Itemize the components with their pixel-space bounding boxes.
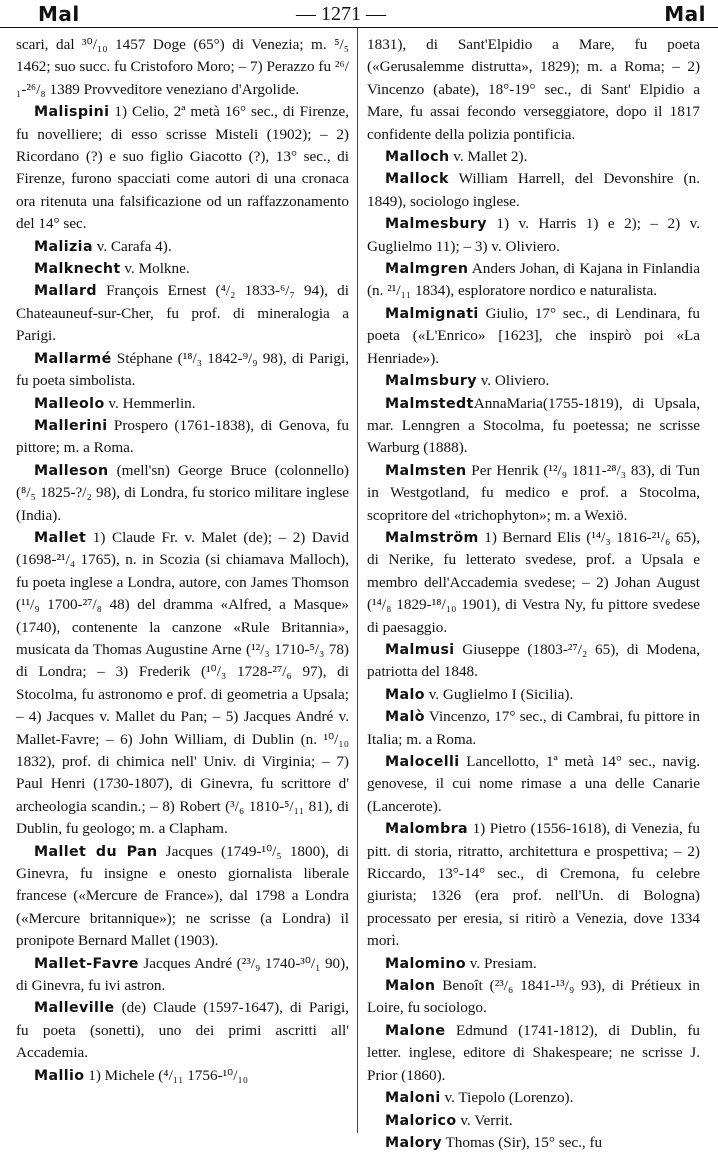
entry-headword: Mallarmé [34,350,112,367]
dictionary-entry [16,997,349,1064]
entry-text: Jacques André (²³/₉ 1740-³⁰/₁ 90), di Ginevra, fu ivi astron. [16,954,349,995]
dictionary-entry [367,370,700,392]
page-header [0,0,718,28]
entry-headword: Malorico [385,1112,457,1129]
dictionary-entry [16,101,349,235]
page-number: — 1271 — [296,3,386,25]
entry-text: Anders Johan, di Kajana in Finlandia (n. ²¹/₁₁ 1834), esploratore nordico e naturalista. [367,260,700,300]
entry-text: 1) Celio, 2ª metà 16° sec., di Firenze, fu novelliere; di esso scrisse Misteli (1902); – 2) Ricordano (?) e suo figlio Giacotto (?), 13° sec., di Firenze, furono spacciati come autori di una cronaca ora ritenuta una falsificazione od un raffazzonamento del 14° sec. [16,103,349,233]
entry-text: 1) v. Harris 1) e 2); – 2) v. Guglielmo 11); – 3) v. Oliviero. [367,215,700,255]
entry-headword: Malizia [34,238,93,255]
entry-headword: Malmesbury [385,216,487,233]
entry-text: Giulio, 17° sec., di Lendinara, fu poeta («L'Enrico» [1623], che inspirò poi «La Henriade»). [367,304,700,367]
dictionary-entry [367,527,700,639]
dictionary-entry [16,280,349,347]
entry-text: 1) Claude Fr. v. Malet (de); – 2) David (1698-²¹/₄ 1765), n. in Scozia (si chiamava Malloch), fu poeta inglese a Londra, autore, con James Thomson (¹¹/₉ 1700-²⁷/₈ 48) del dramma «Alfred, a Masque» (1740), contenente la canzone «Rule Britannia», musicata da Thomas Augustine Arne (¹²/₃ 1710-⁵/₃ 78) di Londra; – 3) Frederik (¹⁰/₃ 1728-²⁷/₆ 97), di Stocolma, fu astronomo e prof. di geometria a Upsala; – 4) Jacques v. Mallet du Pan; – 5) Jacques André v. Mallet-Favre; – 6) John William, di Dublin (n. ¹⁰/₁₀ 1832), prof. di chimica nell' Univ. di Virginia; – 7) Paul Henri (1730-1807), di Ginevra, fu scrittore d' archeologia scandin.; – 8) Robert (³/₆ 1810-⁵/₁₁ 81), di Dublin, fu geologo; m. a Clapham. [16,528,349,838]
entry-headword: Malmusi [385,641,455,658]
entry-text: (mell'sn) George Bruce (colonnello) (⁸/₅ 1825-?/₂ 98), di Londra, fu storico militare inglese (India). [16,461,349,524]
entry-headword: Mallet [34,529,87,546]
entry-text: v. Mallet 2). [449,148,528,166]
entry-text: v. Tiepolo (Lorenzo). [440,1089,574,1107]
dictionary-entry [367,684,700,706]
entry-text: v. Carafa 4). [92,237,172,255]
entry-headword: Malknecht [34,261,121,278]
dictionary-entry [16,258,349,280]
dictionary-entry [367,706,700,751]
dictionary-entry [367,818,700,952]
dictionary-entry [16,415,349,460]
entry-headword: Malò [385,709,425,726]
dictionary-entry [367,751,700,818]
entry-text: Edmund (1741-1812), di Dublin, fu letter. inglese, editore di Shakespeare; ne scrisse J. Prior (1860). [367,1021,700,1084]
entry-text: Lancellotto, 1ª metà 14° sec., navig. genovese, il cui nome rimase a una delle Canarie (Lancerote). [367,753,700,815]
entry-text: William Harrell, del Devonshire (n. 1849), sociologo inglese. [367,170,700,210]
entry-text: 1) Michele (⁴/₁₁ 1756-¹⁰/₁₀ [84,1066,249,1084]
entry-text: AnnaMaria(1755-1819), di Upsala, mar. Lenngren a Stocolma, fu poetessa; ne scrisse Warburg (1888). [367,394,700,457]
dictionary-entry [367,1132,700,1154]
dictionary-entry [367,146,700,168]
entry-text: Jacques (1749-¹⁰/₅ 1800), di Ginevra, fu insigne e onesto giornalista liberale francese («Mercure de France»), dal 1798 a Londra («Mercure britannique»); ne scrisse (a Londra) il pronipote Bernard Mallet (1903). [16,842,349,950]
header-left-keyword: Mal [38,2,80,26]
dictionary-entry [367,1020,700,1087]
entry-headword: Malloch [385,149,450,166]
dictionary-entry [16,393,349,415]
entry-headword: Maloni [385,1090,441,1107]
dictionary-entry [16,953,349,998]
entry-headword: Mallet du Pan [34,843,158,860]
dictionary-entry [367,1087,700,1109]
entry-text: Stéphane (¹⁸/₃ 1842-⁹/₉ 98), di Parigi, fu poeta simbolista. [16,349,349,390]
entry-headword: Malmstedt [385,395,474,412]
entry-headword: Malleson [34,462,109,479]
entry-headword: Malmsten [385,462,467,479]
entry-headword: Malombra [385,821,469,838]
entry-headword: Malleolo [34,395,105,412]
dictionary-entry [16,841,349,953]
dictionary-entry [16,236,349,258]
dictionary-entry [16,527,349,841]
dictionary-entry [16,460,349,527]
dictionary-entry [367,258,700,303]
entry-headword: Mallio [34,1067,85,1084]
entry-text: Benoît (²³/₆ 1841-¹³/₉ 93), di Prétieux in Loire, fu sociologo. [367,977,700,1017]
dictionary-entry [367,639,700,684]
left-column [16,34,349,1087]
entry-headword: Malmgren [385,261,469,278]
dictionary-entry [367,393,700,460]
entry-text: v. Oliviero. [476,372,550,390]
header-right-keyword: Mal [664,2,706,26]
dictionary-entry [16,34,349,101]
dictionary-entry [367,34,700,146]
entry-text: François Ernest (⁴/₂ 1833-⁶/₇ 94), di Chateauneuf-sur-Cher, fu prof. di mineralogia a Parigi. [16,282,349,345]
dictionary-entry [367,168,700,213]
entry-text: 1831), di Sant'Elpidio a Mare, fu poeta («Gerusalemme distrutta», 1829); m. a Roma; – 2) Vincenzo (abate), 18°-19° sec., di Sant' Elpidio a Mare, fu assai fecondo verseggiatore, dopo il 1817 confidente della polizia pontificia. [367,36,700,143]
entry-headword: Malispini [34,104,110,121]
entry-headword: Mallerini [34,417,108,434]
entry-text: (de) Claude (1597-1647), di Parigi, fu poeta (sonetti), uno dei primi ascritti all' Accademia. [16,999,349,1062]
entry-text: 1) Pietro (1556-1618), di Venezia, fu pitt. di storia, ritratto, architettura e prospettiva; – 2) Riccardo, 13°-14° sec., di Cremona, fu celebre giurista; 1326 (era prof. nell'Un. di Bologna) processato per eresia, si ritirò a Venezia, dove 1334 morì. [367,820,700,950]
entry-headword: Mallard [34,283,97,300]
entry-text: v. Verrit. [456,1111,513,1129]
entry-text: Per Henrik (¹²/₉ 1811-²⁸/₃ 83), di Tun in Westgotland, fu medico e prof. a Stocolma, scopritore del «trichophyton»; m. a Wexiö. [367,461,700,524]
entry-headword: Malmignati [385,305,479,322]
entry-text: v. Guglielmo I (Sicilia). [424,685,574,703]
dictionary-entry [16,1065,349,1087]
entry-text: scari, dal ³⁰/₁₀ 1457 Doge (65°) di Venezia; m. ⁵/₅ 1462; suo succ. fu Cristoforo Moro; – 7) Perazzo fu ²⁶/₁-²⁶/₈ 1389 Provveditore veneziano d'Argolide. [16,36,349,98]
entry-headword: Mallet-Favre [34,955,139,972]
column-divider [357,28,358,1133]
entry-headword: Malleville [34,1000,115,1017]
right-column [367,34,700,1154]
entry-text: v. Presiam. [466,954,537,972]
dictionary-entry [367,1110,700,1132]
entry-headword: Malon [385,978,436,995]
entry-text: 1) Bernard Elis (¹⁴/₃ 1816-²¹/₆ 65), di Nerike, fu letterato svedese, prof. a Upsala e membro dell'Accademia svedese; – 2) Johan August (¹⁴/₈ 1829-¹⁸/₁₀ 1901), di Vestra Ny, fu pittore svedese di paesaggio. [367,528,700,636]
entry-text: Vincenzo, 17° sec., di Cambrai, fu pittore in Italia; m. a Roma. [367,708,700,748]
entry-headword: Malmsbury [385,373,477,390]
dictionary-entry [16,348,349,393]
entry-headword: Malory [385,1134,442,1151]
entry-text: Prospero (1761-1838), di Genova, fu pittore; m. a Roma. [16,416,349,457]
dictionary-entry [367,460,700,527]
entry-text: Thomas (Sir), 15° sec., fu [441,1133,603,1151]
entry-headword: Malmström [385,529,479,546]
entry-headword: Malone [385,1022,446,1039]
dictionary-entry [367,303,700,370]
entry-headword: Malomino [385,955,466,972]
entry-text: Giuseppe (1803-²⁷/₂ 65), di Modena, patriotta del 1848. [367,640,700,681]
dictionary-entry [367,213,700,258]
entry-text: v. Molkne. [120,260,190,278]
dictionary-entry [367,975,700,1020]
entry-headword: Malocelli [385,754,460,770]
entry-headword: Malo [385,686,425,703]
dictionary-entry [367,953,700,975]
entry-text: v. Hemmerlin. [104,394,196,412]
entry-headword: Mallock [385,171,449,188]
